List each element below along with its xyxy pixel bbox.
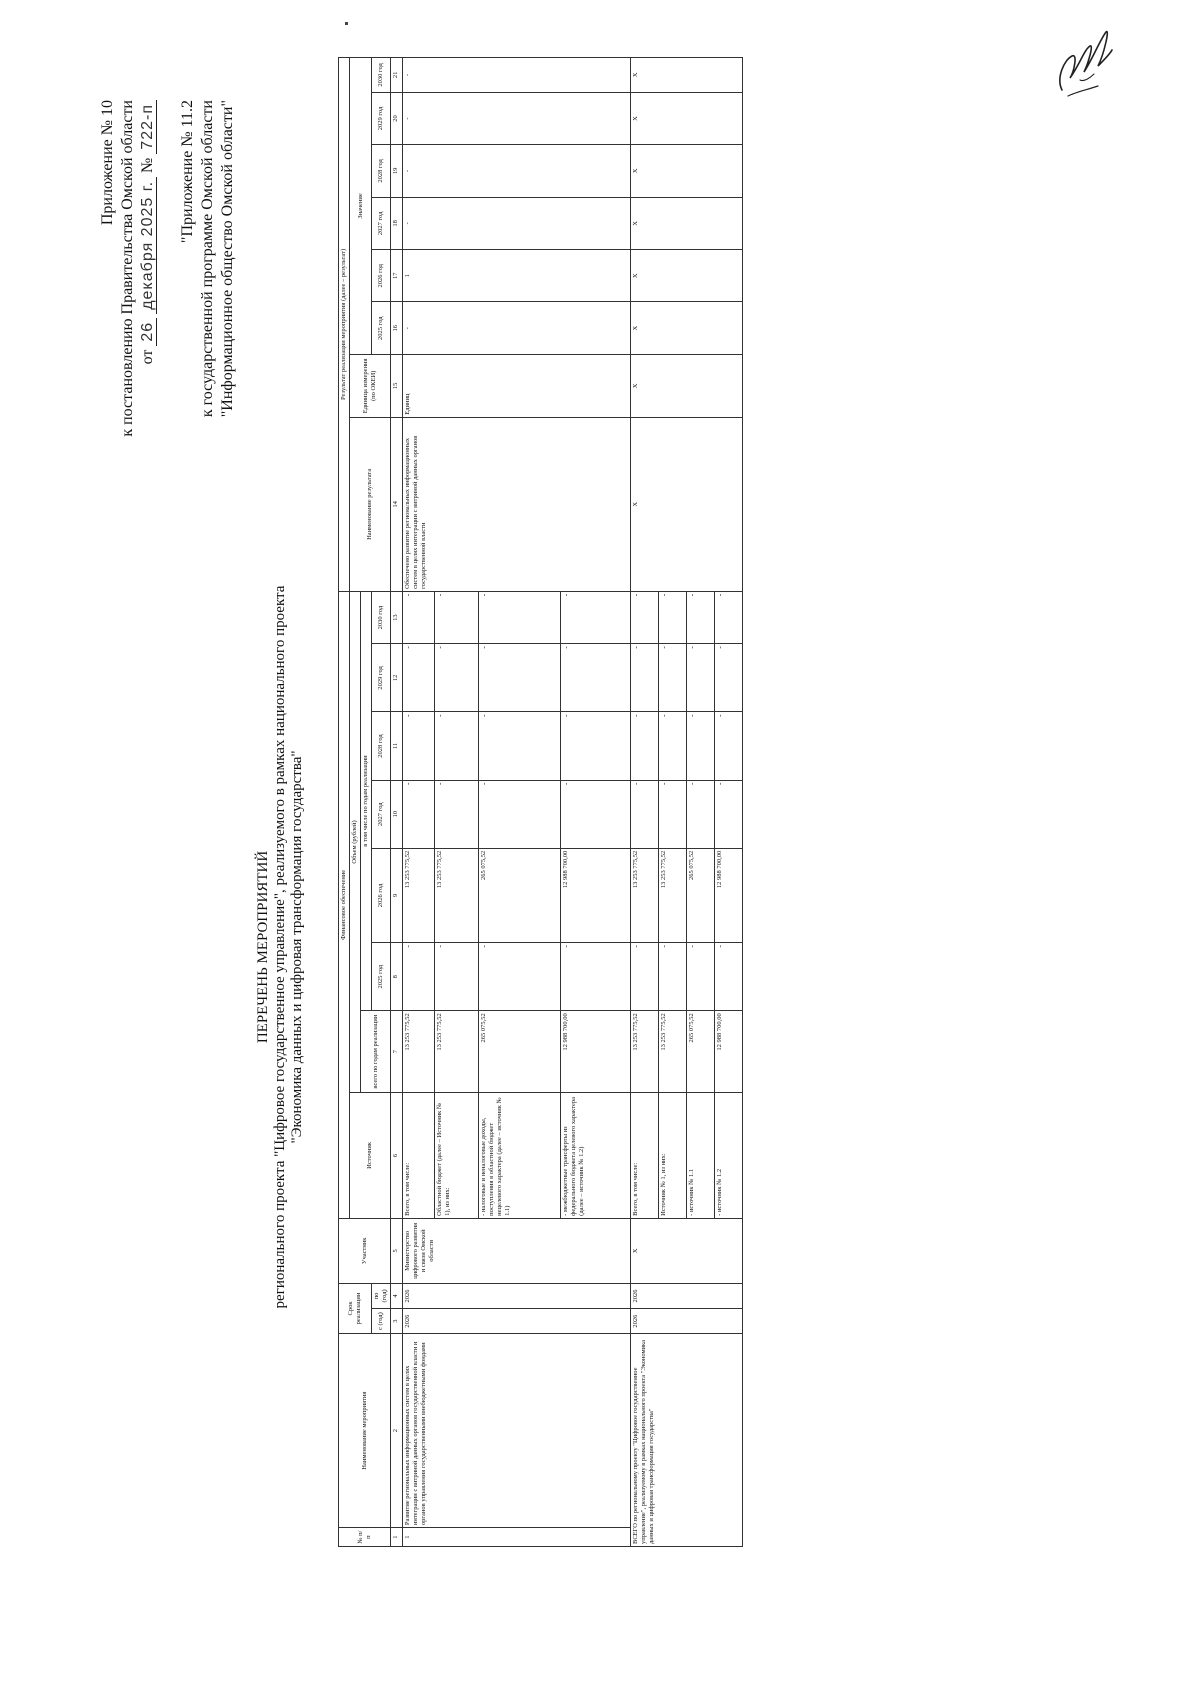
total-to: 2026 — [631, 1283, 743, 1308]
result-value: 1 — [403, 250, 631, 302]
year-cell: - — [715, 644, 743, 712]
total-cell: 13 253 775,52 — [403, 1011, 435, 1093]
year-cell: 12 988 700,00 — [561, 848, 631, 942]
year-cell: - — [403, 644, 435, 712]
year-cell: - — [659, 644, 687, 712]
source-cell: - межбюджетные трансферты из федерального бюджета целевого характера (далее – источник № 1.2) — [561, 1093, 631, 1219]
header-val-year: 2029 год — [372, 92, 391, 144]
header-name: Наименование мероприятия — [339, 1334, 391, 1528]
header-val-year: 2030 год — [372, 58, 391, 93]
total-name: ВСЕГО по региональному проекту "Цифровое государственное управление", реализуемому в рамках национального проекта "Экономика данных и цифровая трансформация государства" — [631, 1334, 743, 1547]
year-cell: - — [435, 780, 479, 848]
title-main: ПЕРЕЧЕНЬ МЕРОПРИЯТИЙ — [255, 850, 271, 1044]
column-numbers-row — [391, 58, 403, 1547]
column-number: 16 — [391, 302, 403, 354]
year-cell: - — [687, 943, 715, 1011]
year-cell: - — [631, 644, 659, 712]
year-cell: - — [403, 943, 435, 1011]
activity-to: 2026 — [403, 1283, 631, 1308]
year-cell: 13 253 775,52 — [403, 848, 435, 942]
column-number: 12 — [391, 644, 403, 712]
year-cell: 13 253 775,52 — [435, 848, 479, 942]
date-month-year: декабря 2025 г. — [139, 177, 157, 314]
year-cell: - — [715, 780, 743, 848]
header-result-name: Наименование результата — [350, 417, 391, 591]
header-result-group: Результат реализации мероприятия (далее – результат) — [339, 58, 350, 592]
header-fin-year: 2027 год — [372, 780, 391, 848]
year-cell: - — [479, 780, 561, 848]
total-result-value: X — [631, 145, 743, 197]
total-result-value: X — [631, 58, 743, 93]
year-cell: - — [715, 943, 743, 1011]
annex-header — [98, 100, 158, 437]
header-fin-year: 2028 год — [372, 712, 391, 780]
year-cell: 12 988 700,00 — [715, 848, 743, 942]
header-val-year: 2025 год — [372, 302, 391, 354]
header-source: Источник — [350, 1093, 391, 1219]
header-unit: Единица измерения (по ОКЕИ) — [350, 354, 391, 417]
total-from: 2026 — [631, 1309, 743, 1334]
year-cell: 13 253 775,52 — [659, 848, 687, 942]
source-cell: - налоговые и неналоговые доходы, поступления в областной бюджет нецелевого характера (далее – источник № 1.1) — [479, 1093, 561, 1219]
header-fin-year: 2026 год — [372, 848, 391, 942]
program-annex-ref: к государственной программе Омской области — [199, 100, 216, 418]
year-cell: 13 253 775,52 — [631, 848, 659, 942]
result-value: - — [403, 145, 631, 197]
year-cell: 265 075,52 — [479, 848, 561, 942]
year-cell: - — [435, 591, 479, 643]
total-cell: 13 253 775,52 — [631, 1011, 659, 1093]
year-cell: - — [403, 712, 435, 780]
column-number: 3 — [391, 1309, 403, 1334]
year-cell: - — [659, 591, 687, 643]
source-cell: - источник № 1.1 — [687, 1093, 715, 1219]
source-cell: Всего, в том числе: — [631, 1093, 659, 1219]
header-fin-year: 2025 год — [372, 943, 391, 1011]
result-value: - — [403, 92, 631, 144]
total-cell: 12 988 700,00 — [715, 1011, 743, 1093]
total-cell: 13 253 775,52 — [659, 1011, 687, 1093]
year-cell: - — [479, 712, 561, 780]
column-number: 14 — [391, 417, 403, 591]
activity-from: 2026 — [403, 1309, 631, 1334]
total-participant: X — [631, 1218, 743, 1283]
annex-date-line — [138, 100, 158, 437]
total-cell: 265 075,52 — [687, 1011, 715, 1093]
program-annex — [178, 100, 238, 417]
total-result-value: X — [631, 250, 743, 302]
result-name: Обеспечено развитие региональных информационных систем в целях интеграции с витриной данных органов государственной власти — [403, 417, 631, 591]
year-cell: - — [687, 644, 715, 712]
column-number: 5 — [391, 1218, 403, 1283]
header-term: Срок реализации — [339, 1283, 372, 1333]
year-cell: - — [479, 591, 561, 643]
column-number: 2 — [391, 1334, 403, 1528]
column-number: 10 — [391, 780, 403, 848]
decree-number: 722-п — [139, 100, 157, 154]
program-name: "Информационное общество Омской области" — [219, 100, 236, 418]
header-by-years: в том числе по годам реализации — [361, 591, 372, 1010]
total-result-value: X — [631, 92, 743, 144]
year-cell: - — [435, 644, 479, 712]
year-cell: - — [659, 943, 687, 1011]
year-cell: - — [561, 591, 631, 643]
year-cell: - — [435, 712, 479, 780]
column-number: 9 — [391, 848, 403, 942]
year-cell: - — [631, 591, 659, 643]
result-value: - — [403, 197, 631, 249]
year-cell: - — [479, 943, 561, 1011]
number-label: № — [139, 157, 156, 173]
header-finance: Финансовое обеспечение — [339, 591, 350, 1218]
annex-title: Приложение № 10 — [99, 100, 116, 226]
header-val-year: 2027 год — [372, 197, 391, 249]
column-number: 21 — [391, 58, 403, 93]
source-cell: Областной бюджет (далее – Источник № 1), из них: — [435, 1093, 479, 1219]
year-cell: - — [715, 712, 743, 780]
year-cell: - — [561, 780, 631, 848]
activity-name: Развитие региональных информационных систем в целях интеграции с витриной данных органов государственной власти и органов управления государственными внебюджетными фондами — [403, 1334, 631, 1528]
header-no: № п/п — [339, 1528, 391, 1547]
year-cell: - — [687, 591, 715, 643]
result-value: - — [403, 58, 631, 93]
total-result-value: X — [631, 197, 743, 249]
column-number: 17 — [391, 250, 403, 302]
title-sub2: "Экономика данных и цифровая трансформация государства" — [289, 750, 305, 1144]
year-cell: - — [687, 712, 715, 780]
year-cell: - — [687, 780, 715, 848]
total-cell: 265 075,52 — [479, 1011, 561, 1093]
column-number: 20 — [391, 92, 403, 144]
header-volume: Объем (рублей) — [350, 591, 361, 1092]
year-cell: - — [561, 712, 631, 780]
total-result-name: X — [631, 417, 743, 591]
source-cell: - источник № 1.2 — [715, 1093, 743, 1219]
activities-table — [338, 57, 743, 1547]
year-cell: - — [715, 591, 743, 643]
activity-participant: Министерство цифрового развития и связи Омской области — [403, 1218, 631, 1283]
column-number: 19 — [391, 145, 403, 197]
year-cell: - — [659, 780, 687, 848]
header-fin-year: 2029 год — [372, 644, 391, 712]
year-cell: - — [561, 644, 631, 712]
column-number: 15 — [391, 354, 403, 417]
column-number: 8 — [391, 943, 403, 1011]
year-cell: - — [631, 712, 659, 780]
header-from: с (год) — [372, 1309, 391, 1334]
year-cell: - — [435, 943, 479, 1011]
year-cell: - — [659, 712, 687, 780]
title-sub1: регионального проекта "Цифровое государственное управление", реализуемого в рамках национального проекта — [272, 585, 288, 1309]
source-cell: Источник № 1, из них: — [659, 1093, 687, 1219]
scan-speck — [345, 22, 348, 25]
result-unit: Единиц — [403, 354, 631, 417]
header-total-years: всего по годам реализации — [361, 1011, 391, 1093]
total-cell: 13 253 775,52 — [435, 1011, 479, 1093]
year-cell: - — [403, 780, 435, 848]
year-cell: - — [403, 591, 435, 643]
activity-row — [403, 58, 435, 1547]
header-to: по (год) — [372, 1283, 391, 1308]
column-number: 7 — [391, 1011, 403, 1093]
annex-decree: к постановлению Правительства Омской области — [119, 100, 136, 437]
column-number: 11 — [391, 712, 403, 780]
source-cell: Всего, в том числе: — [403, 1093, 435, 1219]
year-cell: - — [479, 644, 561, 712]
header-value: Значение — [350, 58, 372, 355]
year-cell: - — [561, 943, 631, 1011]
result-value: - — [403, 302, 631, 354]
date-prefix: от — [139, 349, 156, 365]
total-result-value: X — [631, 302, 743, 354]
column-number: 1 — [391, 1528, 403, 1547]
total-row — [631, 58, 659, 1547]
header-fin-year: 2030 год — [372, 591, 391, 643]
header-val-year: 2028 год — [372, 145, 391, 197]
document-title — [255, 497, 306, 1397]
activity-number: 1 — [403, 1528, 631, 1547]
year-cell: - — [631, 780, 659, 848]
total-cell: 12 988 700,00 — [561, 1011, 631, 1093]
activities-table-wrap — [338, 57, 743, 1547]
year-cell: - — [631, 943, 659, 1011]
column-number: 13 — [391, 591, 403, 643]
column-number: 6 — [391, 1093, 403, 1219]
signature-image — [1050, 20, 1120, 110]
header-participant: Участник — [339, 1218, 391, 1283]
column-number: 18 — [391, 197, 403, 249]
date-day: 26 — [139, 318, 157, 346]
column-number: 4 — [391, 1283, 403, 1308]
header-val-year: 2026 год — [372, 250, 391, 302]
program-annex-title: "Приложение № 11.2 — [179, 100, 196, 244]
year-cell: 265 075,52 — [687, 848, 715, 942]
total-result-unit: X — [631, 354, 743, 417]
